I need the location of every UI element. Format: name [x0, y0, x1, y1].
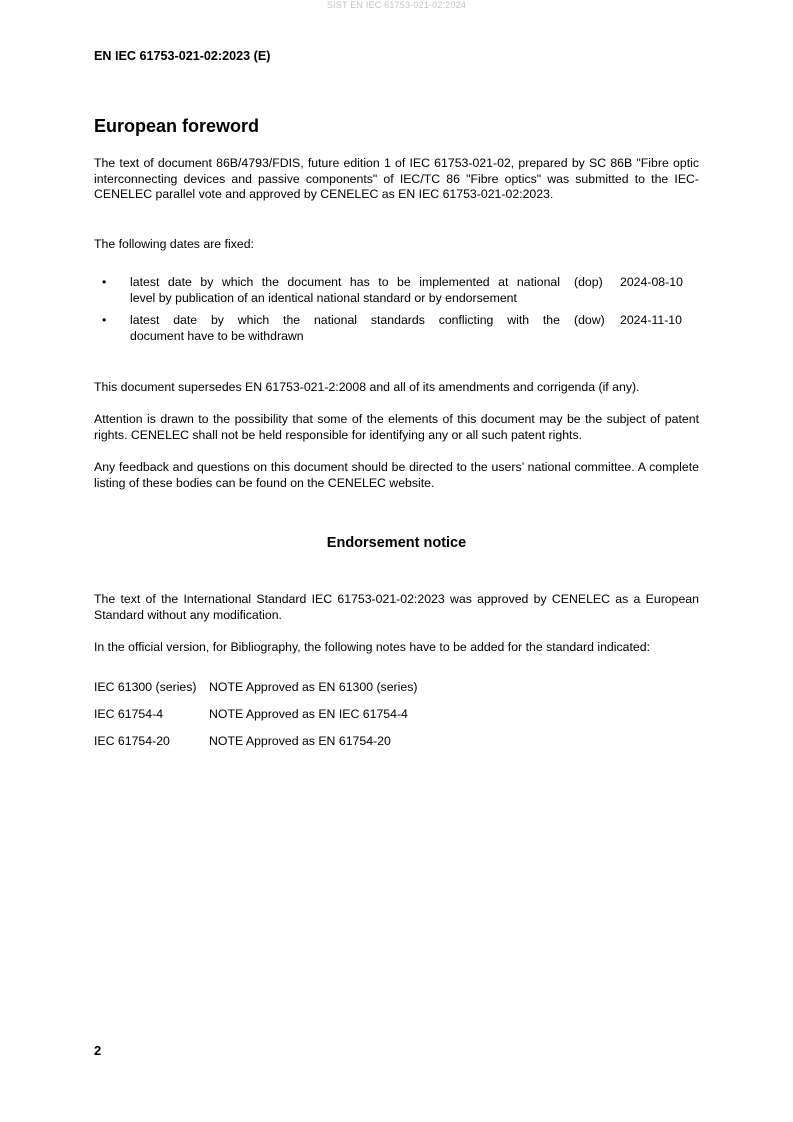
- date-item-date: 2024-08-10: [620, 275, 683, 289]
- bullet-icon: •: [102, 313, 107, 327]
- note-reference: IEC 61754-20: [94, 734, 170, 748]
- date-item-text-continued: level by publication of an identical national standard or by endorsement: [130, 291, 517, 305]
- date-item-text: latest date by which the national standards conflicting with the: [130, 313, 560, 327]
- note-text: NOTE Approved as EN IEC 61754-4: [209, 707, 408, 721]
- date-item-dop: [94, 274, 699, 306]
- note-reference: IEC 61300 (series): [94, 680, 197, 694]
- endorsement-paragraph: The text of the International Standard IEC 61753-021-02:2023 was approved by CENELEC as a European Standard without any modification.: [94, 592, 699, 622]
- foreword-heading: European foreword: [94, 116, 260, 136]
- supersedes-paragraph: This document supersedes EN 61753-021-2:2008 and all of its amendments and corrigenda (if any).: [94, 380, 640, 394]
- date-item-text: latest date by which the document has to be implemented at national: [130, 275, 560, 289]
- note-reference: IEC 61754-4: [94, 707, 164, 721]
- page-number: 2: [94, 1043, 102, 1058]
- dates-intro: The following dates are fixed:: [94, 237, 254, 251]
- note-text: NOTE Approved as EN 61754-20: [209, 734, 391, 748]
- bullet-icon: •: [102, 275, 107, 289]
- feedback-paragraph: Any feedback and questions on this document should be directed to the users’ national committee. A complete listing of these bodies can be found on the CENELEC website.: [94, 460, 699, 490]
- date-item-text-continued: document have to be withdrawn: [130, 329, 304, 343]
- patent-paragraph: Attention is drawn to the possibility that some of the elements of this document may be the subject of patent rights. CENELEC shall not be held responsible for identifying any or all such patent rights.: [94, 412, 699, 442]
- date-item-dow: [94, 312, 699, 344]
- watermark: SIST EN IEC 61753-021-02:2024: [326, 0, 467, 10]
- date-item-code: (dop): [574, 275, 603, 289]
- foreword-intro-paragraph: The text of document 86B/4793/FDIS, future edition 1 of IEC 61753-021-02, prepared by SC 86B "Fibre optic interconnecting devices and passive components" of IEC/TC 86 "Fibre optics" was submitted to the IEC-CENELEC parallel vote and approved by CENELEC as EN IEC 61753-021-02:2023.: [94, 156, 699, 201]
- bibliography-intro: In the official version, for Bibliography, the following notes have to be added for the standard indicated:: [94, 640, 650, 654]
- document-id: EN IEC 61753-021-02:2023 (E): [94, 49, 271, 63]
- note-text: NOTE Approved as EN 61300 (series): [209, 680, 418, 694]
- endorsement-heading: Endorsement notice: [326, 535, 467, 551]
- date-item-code: (dow): [574, 313, 605, 327]
- date-item-date: 2024-11-10: [620, 313, 682, 327]
